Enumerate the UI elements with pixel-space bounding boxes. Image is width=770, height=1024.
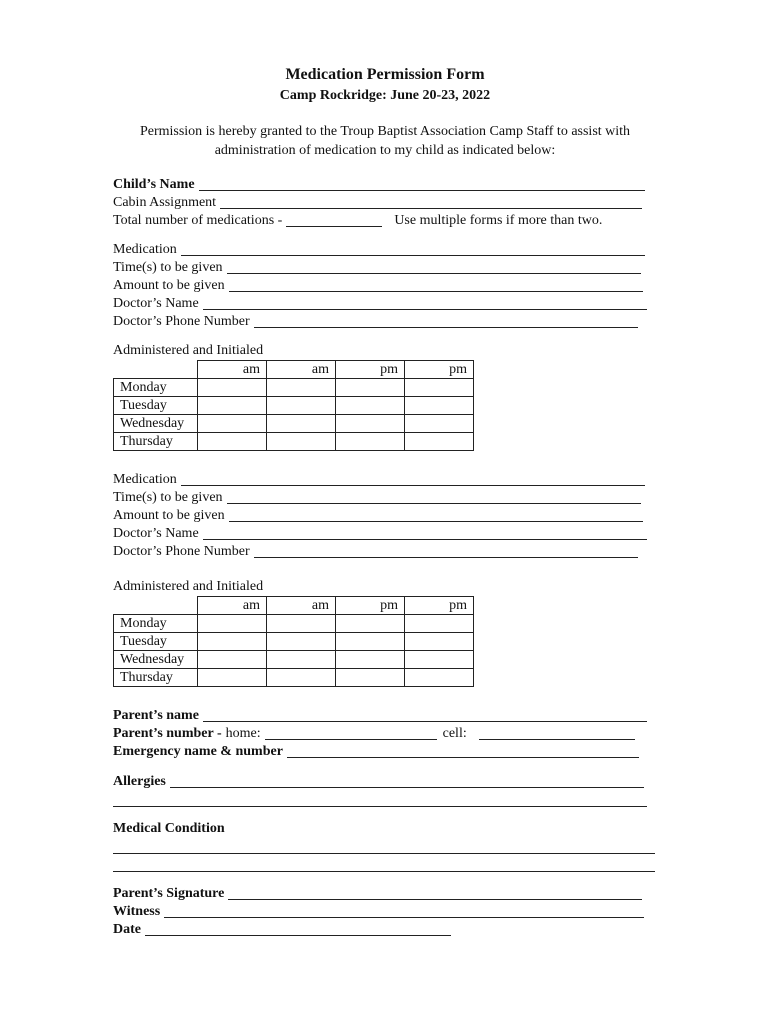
- emergency-row: [113, 743, 639, 760]
- initial-cell[interactable]: [405, 615, 474, 633]
- parent-signature-field[interactable]: [228, 899, 642, 900]
- emergency-field[interactable]: [287, 757, 639, 758]
- doctor-phone-1-row: [113, 313, 638, 330]
- cabin-label: Cabin Assignment: [113, 195, 217, 210]
- initial-cell[interactable]: [336, 615, 405, 633]
- allergies-label: Allergies: [113, 774, 166, 789]
- parent-signature-row: [113, 885, 642, 902]
- times-1-row: [113, 259, 641, 276]
- doctor-1-row: [113, 295, 647, 312]
- day-label: Wednesday: [114, 415, 198, 433]
- cabin-field[interactable]: [220, 208, 642, 209]
- allergies-field[interactable]: [170, 787, 644, 788]
- times-1-label: Time(s) to be given: [113, 260, 223, 275]
- initial-cell[interactable]: [336, 433, 405, 451]
- table-row: [114, 651, 474, 669]
- doctor-phone-2-label: Doctor’s Phone Number: [113, 544, 250, 559]
- witness-label: Witness: [113, 904, 161, 919]
- parent-number-row: [113, 725, 635, 742]
- allergies-row: [113, 773, 644, 790]
- slot-header: am: [198, 597, 267, 615]
- initial-cell[interactable]: [198, 433, 267, 451]
- amount-1-label: Amount to be given: [113, 278, 225, 293]
- initial-cell[interactable]: [267, 379, 336, 397]
- slot-header: pm: [405, 361, 474, 379]
- witness-row: [113, 903, 644, 920]
- doctor-phone-1-label: Doctor’s Phone Number: [113, 314, 250, 329]
- day-label: Thursday: [114, 433, 198, 451]
- initial-cell[interactable]: [336, 415, 405, 433]
- amount-1-row: [113, 277, 643, 294]
- times-2-label: Time(s) to be given: [113, 490, 223, 505]
- initial-cell[interactable]: [405, 415, 474, 433]
- cell-label: cell:: [442, 726, 467, 741]
- doctor-phone-1-field[interactable]: [254, 327, 638, 328]
- initial-cell[interactable]: [405, 633, 474, 651]
- amount-2-label: Amount to be given: [113, 508, 225, 523]
- schedule-table-2: [113, 596, 474, 687]
- table-row: [114, 433, 474, 451]
- parent-signature-label: Parent’s Signature: [113, 886, 225, 901]
- total-medications-field[interactable]: [286, 226, 382, 227]
- initial-cell[interactable]: [336, 669, 405, 687]
- initial-cell[interactable]: [198, 379, 267, 397]
- medication-1-label: Medication: [113, 242, 177, 257]
- slot-header: pm: [336, 597, 405, 615]
- cell-phone-field[interactable]: [479, 739, 635, 740]
- day-label: Wednesday: [114, 651, 198, 669]
- initial-cell[interactable]: [336, 379, 405, 397]
- slot-header: am: [267, 361, 336, 379]
- administered-1-label: Administered and Initialed: [113, 343, 264, 358]
- parent-name-label: Parent’s name: [113, 708, 199, 723]
- emergency-label: Emergency name & number: [113, 744, 283, 759]
- doctor-1-label: Doctor’s Name: [113, 296, 199, 311]
- parent-name-field[interactable]: [203, 721, 647, 722]
- schedule-header-row: [114, 597, 474, 615]
- corner-cell: [114, 597, 198, 615]
- times-2-row: [113, 489, 641, 506]
- initial-cell[interactable]: [198, 415, 267, 433]
- initial-cell[interactable]: [267, 397, 336, 415]
- cabin-row: [113, 194, 642, 211]
- slot-header: pm: [336, 361, 405, 379]
- medical-condition-label: Medical Condition: [113, 821, 225, 836]
- schedule-table-1: [113, 360, 474, 451]
- medication-1-row: [113, 241, 645, 258]
- initial-cell[interactable]: [198, 633, 267, 651]
- multiple-forms-note: Use multiple forms if more than two.: [394, 213, 603, 228]
- initial-cell[interactable]: [198, 615, 267, 633]
- initial-cell[interactable]: [267, 651, 336, 669]
- initial-cell[interactable]: [267, 669, 336, 687]
- administered-2-heading: [113, 578, 263, 595]
- doctor-1-field[interactable]: [203, 309, 647, 310]
- total-medications-label: Total number of medications -: [113, 213, 283, 228]
- initial-cell[interactable]: [405, 669, 474, 687]
- times-1-field[interactable]: [227, 273, 641, 274]
- doctor-phone-2-row: [113, 543, 638, 560]
- date-field[interactable]: [145, 935, 451, 936]
- doctor-phone-2-field[interactable]: [254, 557, 638, 558]
- slot-header: pm: [405, 597, 474, 615]
- child-name-field[interactable]: [199, 190, 645, 191]
- total-medications-row: [113, 212, 602, 229]
- doctor-2-label: Doctor’s Name: [113, 526, 199, 541]
- amount-1-field[interactable]: [229, 291, 643, 292]
- child-name-label: Child’s Name: [113, 177, 195, 192]
- medication-1-field[interactable]: [181, 255, 645, 256]
- day-label: Tuesday: [114, 633, 198, 651]
- initial-cell[interactable]: [405, 397, 474, 415]
- table-row: [114, 615, 474, 633]
- initial-cell[interactable]: [267, 633, 336, 651]
- initial-cell[interactable]: [336, 633, 405, 651]
- administered-1-heading: [113, 342, 263, 359]
- amount-2-field[interactable]: [229, 521, 643, 522]
- amount-2-row: [113, 507, 643, 524]
- table-row: [114, 669, 474, 687]
- initial-cell[interactable]: [336, 397, 405, 415]
- date-row: [113, 921, 451, 938]
- schedule-header-row: [114, 361, 474, 379]
- table-row: [114, 397, 474, 415]
- administered-2-label: Administered and Initialed: [113, 579, 264, 594]
- day-label: Monday: [114, 379, 198, 397]
- initial-cell[interactable]: [198, 669, 267, 687]
- initial-cell[interactable]: [336, 651, 405, 669]
- form-subtitle: Camp Rockridge: June 20-23, 2022: [279, 88, 491, 103]
- initial-cell[interactable]: [405, 379, 474, 397]
- medication-2-row: [113, 471, 645, 488]
- doctor-2-row: [113, 525, 647, 542]
- corner-cell: [114, 361, 198, 379]
- table-row: [114, 415, 474, 433]
- medical-condition-row: [113, 820, 225, 837]
- slot-header: am: [198, 361, 267, 379]
- witness-field[interactable]: [164, 917, 644, 918]
- slot-header: am: [267, 597, 336, 615]
- home-phone-field[interactable]: [265, 739, 437, 740]
- day-label: Monday: [114, 615, 198, 633]
- medication-2-field[interactable]: [181, 485, 645, 486]
- day-label: Tuesday: [114, 397, 198, 415]
- medical-condition-line-2[interactable]: [113, 871, 655, 872]
- initial-cell[interactable]: [198, 651, 267, 669]
- parent-name-row: [113, 707, 647, 724]
- intro-text: Permission is hereby granted to the Troup Baptist Association Camp Staff to assist with administration of medication to my child as indicated below:: [139, 124, 631, 158]
- allergies-extra-line[interactable]: [113, 806, 647, 807]
- medication-2-label: Medication: [113, 472, 177, 487]
- form-title: Medication Permission Form: [285, 66, 485, 83]
- initial-cell[interactable]: [405, 651, 474, 669]
- date-label: Date: [113, 922, 141, 937]
- child-name-row: [113, 176, 645, 193]
- parent-number-label: Parent’s number -: [113, 726, 222, 741]
- medical-condition-line-1[interactable]: [113, 853, 655, 854]
- table-row: [114, 633, 474, 651]
- doctor-2-field[interactable]: [203, 539, 647, 540]
- home-label: home:: [225, 726, 261, 741]
- day-label: Thursday: [114, 669, 198, 687]
- initial-cell[interactable]: [267, 415, 336, 433]
- times-2-field[interactable]: [227, 503, 641, 504]
- initial-cell[interactable]: [267, 615, 336, 633]
- initial-cell[interactable]: [267, 433, 336, 451]
- initial-cell[interactable]: [405, 433, 474, 451]
- table-row: [114, 379, 474, 397]
- initial-cell[interactable]: [198, 397, 267, 415]
